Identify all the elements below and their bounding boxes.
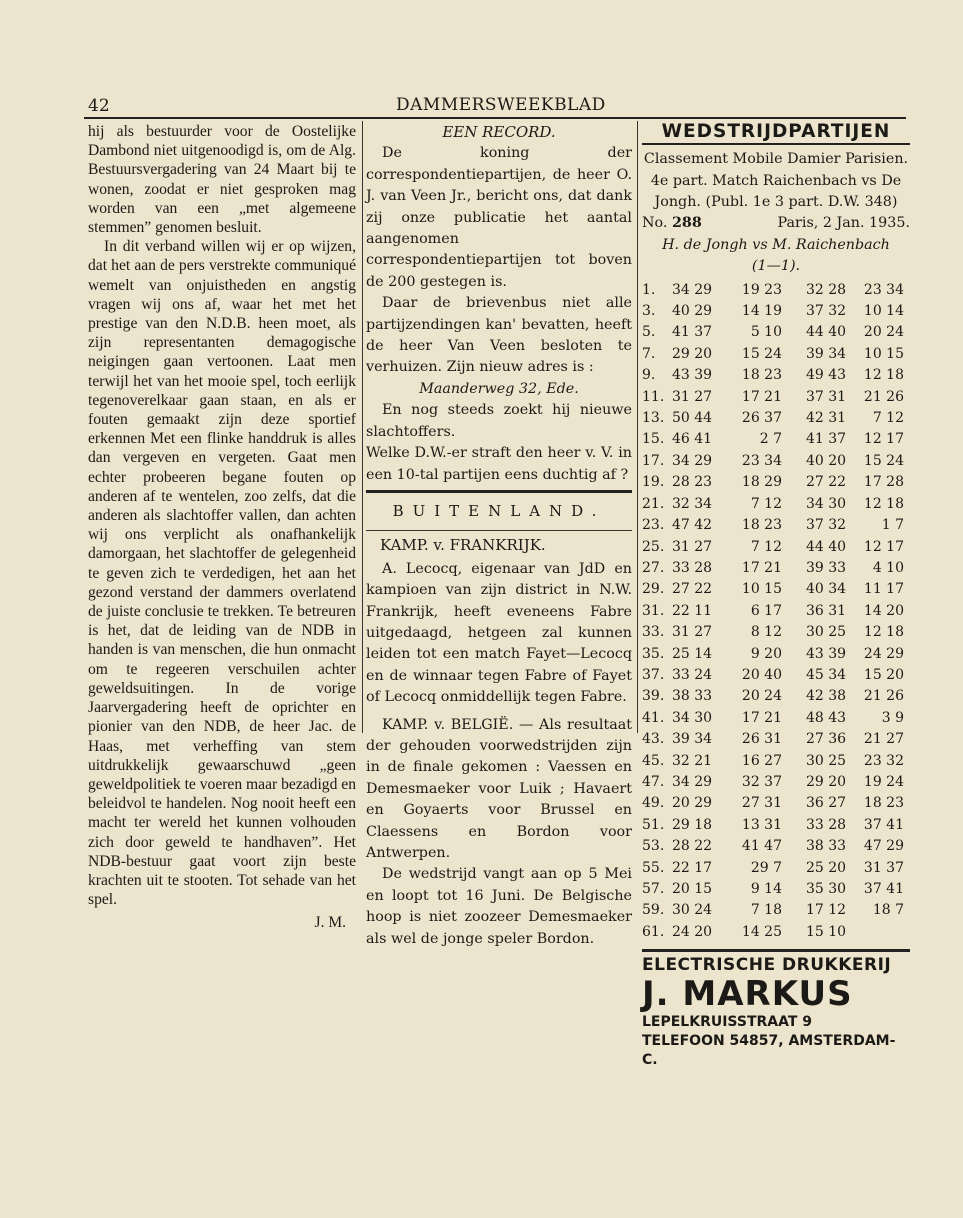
move-cell: 22 11 bbox=[672, 602, 713, 619]
move-cell: 34 29 bbox=[672, 773, 713, 790]
move-row bbox=[642, 900, 910, 921]
france-paragraph: A. Lecocq, eigenaar van JdD en kampioen van zijn district in N.W. Frankrijk, heeft eveneens Fabre uitgedaagd, hetgeen zal kunnen leiden tot een match Fayet—Lecocq en de winnaar tegen Fabre of Fayet of Lecocq onmiddellijk tegen Fabre. bbox=[366, 560, 632, 706]
move-cell: 34 30 bbox=[672, 709, 713, 726]
move-row bbox=[642, 558, 910, 579]
move-cell: 37 41 bbox=[863, 881, 904, 898]
move-cell: 20 24 bbox=[741, 688, 782, 705]
game-number: 288 bbox=[671, 215, 702, 232]
move-cell: 22 17 bbox=[672, 859, 713, 876]
move-cell: 29 18 bbox=[672, 816, 713, 833]
move-cell: 40 20 bbox=[806, 452, 847, 469]
move-cell: 4 10 bbox=[872, 559, 904, 576]
running-title: DAMMERSWEEKBLAD bbox=[396, 95, 606, 115]
move-cell: 27 31 bbox=[741, 795, 782, 812]
move-cell: 21 26 bbox=[863, 388, 904, 405]
move-cell: 37 32 bbox=[806, 303, 847, 320]
move-number: 11. bbox=[642, 388, 665, 405]
move-row bbox=[642, 836, 910, 857]
move-cell: 37 31 bbox=[806, 388, 847, 405]
move-cell: 27 36 bbox=[806, 731, 847, 748]
move-cell: 14 25 bbox=[741, 923, 782, 940]
move-row bbox=[642, 708, 910, 729]
move-number: 31. bbox=[642, 602, 665, 619]
move-cell: 39 33 bbox=[806, 559, 847, 576]
move-cell: 32 28 bbox=[806, 281, 847, 298]
move-cell: 6 17 bbox=[750, 602, 782, 619]
move-row bbox=[642, 344, 910, 365]
move-cell: 47 42 bbox=[672, 517, 713, 534]
move-cell: 18 23 bbox=[863, 795, 904, 812]
move-number: 53. bbox=[642, 838, 665, 855]
move-cell: 34 30 bbox=[806, 495, 847, 512]
move-cell: 30 24 bbox=[672, 902, 713, 919]
move-cell: 7 18 bbox=[750, 902, 782, 919]
move-number: 29. bbox=[642, 581, 665, 598]
move-cell: 15 24 bbox=[741, 345, 782, 362]
move-cell: 34 29 bbox=[672, 452, 713, 469]
move-cell: 17 21 bbox=[741, 559, 782, 576]
move-cell: 41 37 bbox=[672, 324, 713, 341]
move-number: 17. bbox=[642, 452, 665, 469]
move-cell: 2 7 bbox=[759, 431, 782, 448]
move-cell: 33 24 bbox=[672, 666, 713, 683]
move-cell: 35 30 bbox=[806, 881, 847, 898]
move-cell: 18 29 bbox=[741, 474, 782, 491]
move-cell: 3 9 bbox=[881, 709, 904, 726]
move-cell: 19 24 bbox=[863, 773, 904, 790]
move-number: 25. bbox=[642, 538, 665, 555]
move-cell: 23 34 bbox=[741, 452, 782, 469]
move-cell: 12 17 bbox=[863, 538, 904, 555]
move-number: 7. bbox=[642, 345, 656, 362]
move-cell: 34 29 bbox=[672, 281, 713, 298]
move-cell: 30 25 bbox=[806, 752, 847, 769]
move-cell: 10 14 bbox=[863, 303, 904, 320]
move-cell: 36 27 bbox=[806, 795, 847, 812]
move-row bbox=[642, 322, 910, 343]
ad-line-2: J. MARKUS bbox=[642, 974, 853, 1015]
move-cell: 29 20 bbox=[806, 773, 847, 790]
move-row bbox=[642, 280, 910, 301]
game-no-label: No. bbox=[642, 215, 668, 232]
move-cell: 25 14 bbox=[672, 645, 713, 662]
move-cell: 26 31 bbox=[741, 731, 782, 748]
game-result: (1—1). bbox=[751, 258, 801, 275]
move-cell: 28 23 bbox=[672, 474, 713, 491]
move-row bbox=[642, 387, 910, 408]
move-row bbox=[642, 665, 910, 686]
move-cell: 7 12 bbox=[750, 538, 782, 555]
games-title: WEDSTRIJDPARTIJEN bbox=[642, 122, 910, 145]
move-number: 5. bbox=[642, 324, 656, 341]
move-cell: 40 29 bbox=[672, 303, 713, 320]
move-cell: 38 33 bbox=[806, 838, 847, 855]
move-cell: 49 43 bbox=[806, 367, 847, 384]
page-number: 42 bbox=[88, 96, 110, 116]
move-cell: 18 7 bbox=[872, 902, 904, 919]
move-number: 15. bbox=[642, 431, 665, 448]
move-cell: 9 20 bbox=[750, 645, 782, 662]
move-cell: 37 32 bbox=[806, 517, 847, 534]
move-cell: 29 7 bbox=[750, 859, 782, 876]
move-number: 55. bbox=[642, 859, 665, 876]
move-cell: 46 41 bbox=[672, 431, 713, 448]
move-number: 39. bbox=[642, 688, 665, 705]
move-cell: 44 40 bbox=[806, 538, 847, 555]
move-cell: 14 19 bbox=[741, 303, 782, 320]
move-cell: 32 37 bbox=[741, 773, 782, 790]
move-cell: 10 15 bbox=[741, 581, 782, 598]
move-cell: 21 27 bbox=[863, 731, 904, 748]
move-cell: 31 37 bbox=[863, 859, 904, 876]
move-number: 41. bbox=[642, 709, 665, 726]
move-cell: 21 26 bbox=[863, 688, 904, 705]
move-row bbox=[642, 365, 910, 386]
move-cell: 5 10 bbox=[750, 324, 782, 341]
move-number: 59. bbox=[642, 902, 665, 919]
move-cell: 1 7 bbox=[881, 517, 904, 534]
move-row bbox=[642, 751, 910, 772]
move-cell: 8 12 bbox=[750, 624, 782, 641]
move-row bbox=[642, 793, 910, 814]
move-number: 35. bbox=[642, 645, 665, 662]
move-cell: 39 34 bbox=[672, 731, 713, 748]
move-cell: 15 24 bbox=[863, 452, 904, 469]
move-cell: 40 34 bbox=[806, 581, 847, 598]
move-cell: 20 15 bbox=[672, 881, 713, 898]
move-cell: 12 17 bbox=[863, 431, 904, 448]
record-paragraph: Daar de brievenbus niet alle partijzendingen kan' bevatten, heeft de heer Van Veen besloten te verhuizen. Zijn nieuw adres is : bbox=[366, 295, 632, 376]
record-paragraph: Welke D.W.-er straft den heer v. V. in een 10-tal partijen eens duchtig af ? bbox=[366, 445, 632, 483]
record-title: EEN RECORD. bbox=[442, 123, 556, 141]
move-cell: 43 39 bbox=[672, 367, 713, 384]
ad-line-3: LEPELKRUISSTRAAT 9 bbox=[642, 1014, 813, 1031]
move-cell: 48 43 bbox=[806, 709, 847, 726]
left-paragraph: In dit verband willen wij er op wijzen, dat het aan de pers verstrekte communiqué wemelt van onjuistheden en angstig vragen wij ons af, waar het met het prestige van den N.D.B. heen moet, als zijn representanten demagogische neigingen gaan vertoonen. Laat men terwijl het van het mooie spel, toch eerlijk tegenoverelkaar gaan staan, en als er fouten gemaakt zijn deze sportief erkennen Met een flinke handdruk is alles dan vergeven en vergeten. Gaat men echter probeeren begane fouten op anderen af te wentelen, zoo zelfs, dat die anderen als slachtoffer vallen, dan achten wij ons verplicht als onafhankelijk damorgaan, het slachtoffer de gelegenheid te geven zich te verdedigen, het aan het gezond verstand der dammers overlatend de juiste conclusie te trekken. Te betreuren is het, dat de leiding van de NDB in handen is van menschen, die hun onmacht om te regeeren verschuilen achter geweldsuitingen. In de vorige Jaarvergadering heeft de oprichter en pionier van den NDB, de heer Jac. de Haas, met verheffing van stem uitdrukkelijk gewaarschuwd „geen geweldpolitiek te voeren maar bezadigd en beleidvol te handelen. Nog nooit heeft een macht ter wereld het kunnen volhouden zich door geweld te handhaven”. Het NDB-bestuur gaat voort zijn beste krachten uit te stooten. Tot sehade van het spel. bbox=[88, 238, 357, 909]
middle-column bbox=[366, 122, 632, 950]
move-cell: 33 28 bbox=[806, 816, 847, 833]
move-row bbox=[642, 472, 910, 493]
move-cell: 18 23 bbox=[741, 367, 782, 384]
move-cell: 42 31 bbox=[806, 410, 847, 427]
move-cell: 50 44 bbox=[672, 410, 713, 427]
move-cell: 31 27 bbox=[672, 538, 713, 555]
move-number: 19. bbox=[642, 474, 665, 491]
move-number: 51. bbox=[642, 816, 665, 833]
move-cell: 17 21 bbox=[741, 388, 782, 405]
move-number: 37. bbox=[642, 666, 665, 683]
move-row bbox=[642, 644, 910, 665]
game-header bbox=[642, 213, 910, 234]
move-row bbox=[642, 537, 910, 558]
move-row bbox=[642, 429, 910, 450]
move-row bbox=[642, 494, 910, 515]
move-cell: 17 21 bbox=[741, 709, 782, 726]
move-cell: 23 34 bbox=[863, 281, 904, 298]
move-cell: 47 29 bbox=[863, 838, 904, 855]
move-number: 61. bbox=[642, 923, 665, 940]
move-cell: 23 32 bbox=[863, 752, 904, 769]
move-row bbox=[642, 686, 910, 707]
move-number: 57. bbox=[642, 881, 665, 898]
move-cell: 42 38 bbox=[806, 688, 847, 705]
france-heading: KAMP. v. FRANKRIJK. bbox=[380, 536, 546, 555]
move-number: 47. bbox=[642, 773, 665, 790]
move-cell: 41 37 bbox=[806, 431, 847, 448]
games-intro: Classement Mobile Damier Parisien. 4e part. Match Raichenbach vs De Jongh. (Publ. 1e 3 part. D.W. 348) bbox=[643, 151, 909, 211]
move-row bbox=[642, 622, 910, 643]
move-cell: 20 40 bbox=[741, 666, 782, 683]
move-row bbox=[642, 301, 910, 322]
move-cell: 45 34 bbox=[806, 666, 847, 683]
ad-line-1: ELECTRISCHE DRUKKERIJ bbox=[642, 955, 892, 976]
section-title: BUITENLAND. bbox=[392, 501, 606, 520]
move-cell: 31 27 bbox=[672, 388, 713, 405]
move-cell: 7 12 bbox=[750, 495, 782, 512]
move-cell: 20 29 bbox=[672, 795, 713, 812]
signature: J. M. bbox=[314, 914, 346, 932]
move-number: 49. bbox=[642, 795, 665, 812]
move-cell: 31 27 bbox=[672, 624, 713, 641]
move-cell: 27 22 bbox=[672, 581, 713, 598]
game-place-date: Paris, 2 Jan. 1935. bbox=[777, 215, 910, 232]
belgium-paragraph: De wedstrijd vangt aan op 5 Mei en loopt tot 16 Juni. De Belgische hoop is niet zoozeer Demesmaeker als wel de jonge speler Bordon. bbox=[366, 866, 632, 947]
move-number: 9. bbox=[642, 367, 656, 384]
move-cell: 9 14 bbox=[750, 881, 782, 898]
move-cell: 19 23 bbox=[741, 281, 782, 298]
move-cell: 12 18 bbox=[863, 367, 904, 384]
move-cell: 15 20 bbox=[863, 666, 904, 683]
move-cell: 12 18 bbox=[863, 495, 904, 512]
column-divider-right bbox=[637, 121, 638, 733]
move-row bbox=[642, 601, 910, 622]
move-cell: 24 20 bbox=[672, 923, 713, 940]
move-row bbox=[642, 922, 910, 943]
move-cell: 43 39 bbox=[806, 645, 847, 662]
left-paragraph: hij als bestuurder voor de Oostelijke Dambond niet uitgenoodigd is, om de Alg. Bestuursvergadering van 24 Maart bij te wonen, zoodat er niet gesproken mag worden van een „met algemeene stemmen” genomen besluit. bbox=[88, 123, 356, 237]
move-row bbox=[642, 729, 910, 750]
move-cell: 26 37 bbox=[741, 410, 782, 427]
move-cell: 36 31 bbox=[806, 602, 847, 619]
move-cell: 30 25 bbox=[806, 624, 847, 641]
move-cell: 24 29 bbox=[863, 645, 904, 662]
move-cell: 29 20 bbox=[672, 345, 713, 362]
move-number: 27. bbox=[642, 559, 665, 576]
move-number: 13. bbox=[642, 410, 665, 427]
ad-rule bbox=[642, 949, 910, 952]
move-number: 43. bbox=[642, 731, 665, 748]
section-rule bbox=[366, 490, 632, 493]
move-cell: 32 21 bbox=[672, 752, 713, 769]
belgium-paragraph: KAMP. v. BELGIË. — Als resultaat der gehouden voorwedstrijden zijn in de finale gekomen : Vaessen en Demesmaeker voor Luik ; Havaert en Goyaerts voor Brussel en Claessens en Bordon voor Antwerpen. bbox=[366, 716, 632, 861]
move-row bbox=[642, 815, 910, 836]
move-cell: 27 22 bbox=[806, 474, 847, 491]
move-number: 45. bbox=[642, 752, 665, 769]
move-cell: 13 31 bbox=[741, 816, 782, 833]
move-cell: 17 28 bbox=[863, 474, 904, 491]
left-column bbox=[88, 122, 356, 933]
move-cell: 33 28 bbox=[672, 559, 713, 576]
move-row bbox=[642, 408, 910, 429]
move-cell: 12 18 bbox=[863, 624, 904, 641]
game-players: H. de Jongh vs M. Raichenbach bbox=[662, 236, 890, 253]
move-cell: 44 40 bbox=[806, 324, 847, 341]
move-cell: 39 34 bbox=[806, 345, 847, 362]
record-paragraph: De koning der correspondentiepartijen, de heer O. J. van Veen Jr., bericht ons, dat dank zij onze publicatie het aantal aangenomen correspondentiepartijen tot boven de 200 gestegen is. bbox=[366, 145, 632, 290]
move-row bbox=[642, 515, 910, 536]
column-divider-left bbox=[362, 121, 363, 733]
header-rule bbox=[84, 117, 906, 119]
move-number: 23. bbox=[642, 517, 665, 534]
section-rule-thin bbox=[366, 530, 632, 531]
move-row bbox=[642, 879, 910, 900]
right-column bbox=[642, 122, 910, 1070]
record-paragraph: En nog steeds zoekt hij nieuwe slachtoffers. bbox=[366, 402, 632, 440]
ad-line-4: TELEFOON 54857, AMSTERDAM-C. bbox=[642, 1033, 896, 1069]
move-cell: 25 20 bbox=[806, 859, 847, 876]
move-cell: 14 20 bbox=[863, 602, 904, 619]
move-cell: 18 23 bbox=[741, 517, 782, 534]
move-cell: 28 22 bbox=[672, 838, 713, 855]
move-cell: 37 41 bbox=[863, 816, 904, 833]
move-cell: 17 12 bbox=[806, 902, 847, 919]
record-address: Maanderweg 32, Ede. bbox=[419, 380, 579, 397]
move-row bbox=[642, 579, 910, 600]
move-cell: 20 24 bbox=[863, 324, 904, 341]
move-row bbox=[642, 772, 910, 793]
move-number: 21. bbox=[642, 495, 665, 512]
move-cell: 11 17 bbox=[863, 581, 904, 598]
move-cell: 38 33 bbox=[672, 688, 713, 705]
move-cell: 32 34 bbox=[672, 495, 713, 512]
move-number: 1. bbox=[642, 281, 656, 298]
move-cell: 41 47 bbox=[741, 838, 782, 855]
move-cell: 7 12 bbox=[872, 410, 904, 427]
moves-table bbox=[642, 280, 910, 944]
move-cell: 15 10 bbox=[806, 923, 847, 940]
move-number: 3. bbox=[642, 303, 656, 320]
move-cell: 16 27 bbox=[741, 752, 782, 769]
move-cell: 10 15 bbox=[863, 345, 904, 362]
move-row bbox=[642, 451, 910, 472]
move-cell bbox=[854, 922, 904, 943]
move-row bbox=[642, 858, 910, 879]
move-number: 33. bbox=[642, 624, 665, 641]
